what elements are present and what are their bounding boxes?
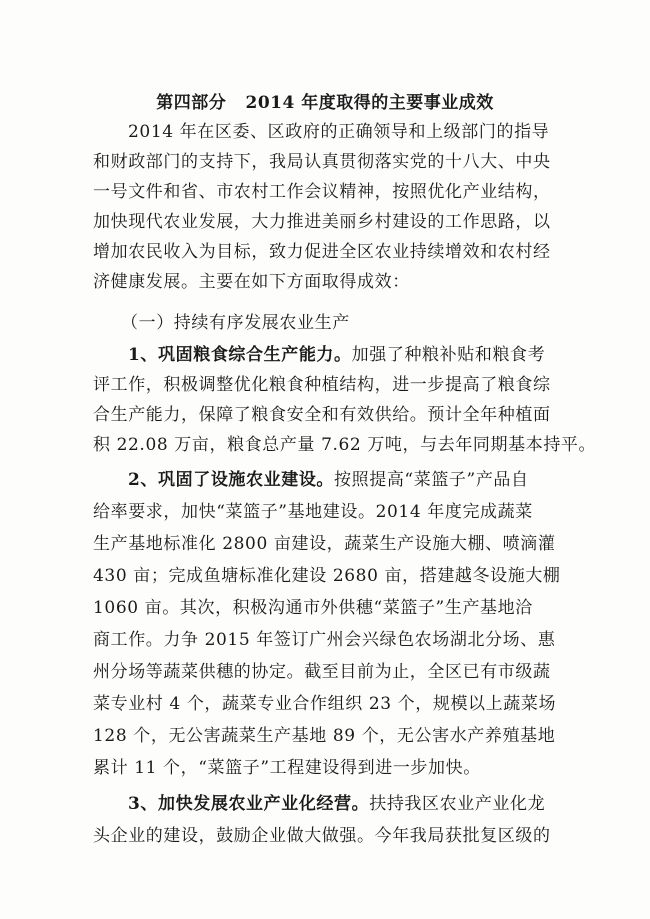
item-line: 商工作。力争 2015 年签订广州会兴绿色农场湖北分场、惠 bbox=[93, 630, 556, 650]
section-heading: （一）持续有序发展农业生产 bbox=[121, 313, 350, 333]
item-line: 430 亩；完成鱼塘标准化建设 2680 亩，搭建越冬设施大棚 bbox=[93, 566, 561, 586]
intro-line: 和财政部门的支持下，我局认真贯彻落实党的十八大、中央 bbox=[93, 152, 551, 172]
item-line: 评工作，积极调整优化粮食种植结构，进一步提高了粮食综 bbox=[93, 375, 551, 395]
item-line: 合生产能力，保障了粮食安全和有效供给。预计全年种植面 bbox=[93, 405, 551, 425]
item-line: 生产基地标准化 2800 亩建设，蔬菜生产设施大棚、喷滴灌 bbox=[93, 534, 556, 554]
item-text: 加强了种粮补贴和粮食考 bbox=[351, 345, 546, 365]
document-title: 第四部分 2014 年度取得的主要事业成效 bbox=[156, 93, 494, 113]
item-text: 扶持我区农业产业化龙 bbox=[369, 794, 546, 814]
item-heading: 2、巩固了设施农业建设。 bbox=[128, 470, 335, 490]
item-line: 州分场等蔬菜供穗的协定。截至目前为止，全区已有市级蔬 bbox=[93, 662, 551, 682]
intro-line: 加快现代农业发展，大力推进美丽乡村建设的工作思路，以 bbox=[93, 212, 551, 232]
intro-line: 一号文件和省、市农村工作会议精神，按照优化产业结构， bbox=[93, 182, 551, 202]
intro-line: 2014 年在区委、区政府的正确领导和上级部门的指导 bbox=[128, 122, 550, 142]
item-line: 1060 亩。其次，积极沟通市外供穗“菜篮子”生产基地洽 bbox=[93, 598, 533, 618]
intro-line: 增加农民收入为目标，致力促进全区农业持续增效和农村经 bbox=[93, 242, 551, 262]
item-line: 积 22.08 万亩，粮食总产量 7.62 万吨，与去年同期基本持平。 bbox=[93, 435, 597, 455]
item-line: 给率要求，加快“菜篮子”基地建设。2014 年度完成蔬菜 bbox=[93, 502, 533, 522]
item-line: 累计 11 个，“菜篮子”工程建设得到进一步加快。 bbox=[93, 758, 481, 778]
intro-line: 济健康发展。主要在如下方面取得成效： bbox=[93, 272, 410, 292]
item-heading: 3、加快发展农业产业化经营。 bbox=[128, 794, 370, 814]
item-first-line bbox=[128, 465, 563, 495]
item-line: 头企业的建设，鼓励企业做大做强。今年我局获批复区级的 bbox=[93, 826, 551, 846]
item-text: 按照提高“菜篮子”产品自 bbox=[334, 470, 529, 490]
item-line: 128 个，无公害蔬菜生产基地 89 个，无公害水产养殖基地 bbox=[93, 726, 556, 746]
item-first-line bbox=[128, 789, 563, 819]
item-first-line bbox=[128, 340, 563, 370]
item-heading: 1、巩固粮食综合生产能力。 bbox=[128, 345, 352, 365]
item-line: 菜专业村 4 个，蔬菜专业合作组织 23 个，规模以上蔬菜场 bbox=[93, 694, 557, 714]
